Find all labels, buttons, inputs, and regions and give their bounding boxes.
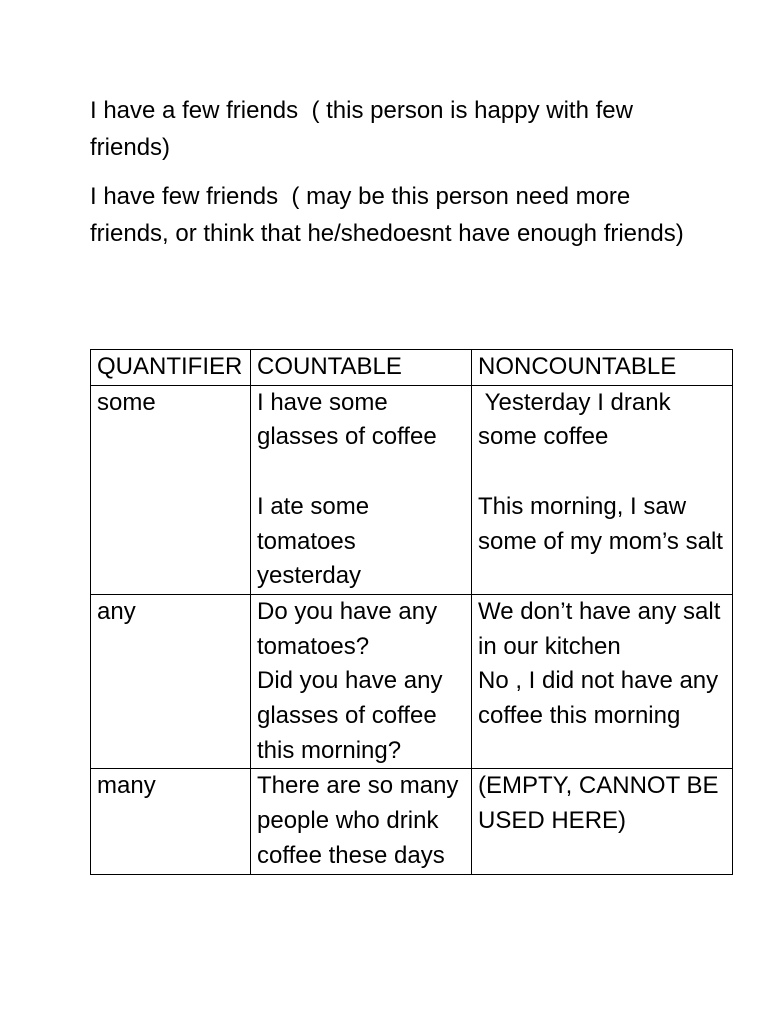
- paragraph-a-few-friends: I have a few friends ( this person is happy with few friends): [90, 97, 640, 161]
- paragraph-few-friends: I have few friends ( may be this person need more friends, or think that he/shedoesnt have enough friends): [90, 183, 684, 247]
- quantifier-cell: some: [91, 385, 251, 594]
- noncountable-cell: Yesterday I drank some coffee This morning, I saw some of my mom’s salt: [472, 385, 733, 594]
- countable-cell: I have some glasses of coffee I ate some tomatoes yesterday: [251, 385, 472, 594]
- countable-cell: Do you have any tomatoes? Did you have any glasses of coffee this morning?: [251, 594, 472, 769]
- table-header-row: [91, 350, 733, 386]
- header-quantifier: QUANTIFIER: [91, 350, 251, 386]
- table-row: [91, 594, 733, 769]
- quantifier-cell: many: [91, 769, 251, 874]
- noncountable-cell: We don’t have any salt in our kitchen No , I did not have any coffee this morning: [472, 594, 733, 769]
- quantifier-cell: any: [91, 594, 251, 769]
- header-noncountable: NONCOUNTABLE: [472, 350, 733, 386]
- table-row: [91, 385, 733, 594]
- quantifier-table: [90, 349, 733, 875]
- countable-cell: There are so many people who drink coffee these days: [251, 769, 472, 874]
- table-row: [91, 769, 733, 874]
- noncountable-cell: (EMPTY, CANNOT BE USED HERE): [472, 769, 733, 874]
- header-countable: COUNTABLE: [251, 350, 472, 386]
